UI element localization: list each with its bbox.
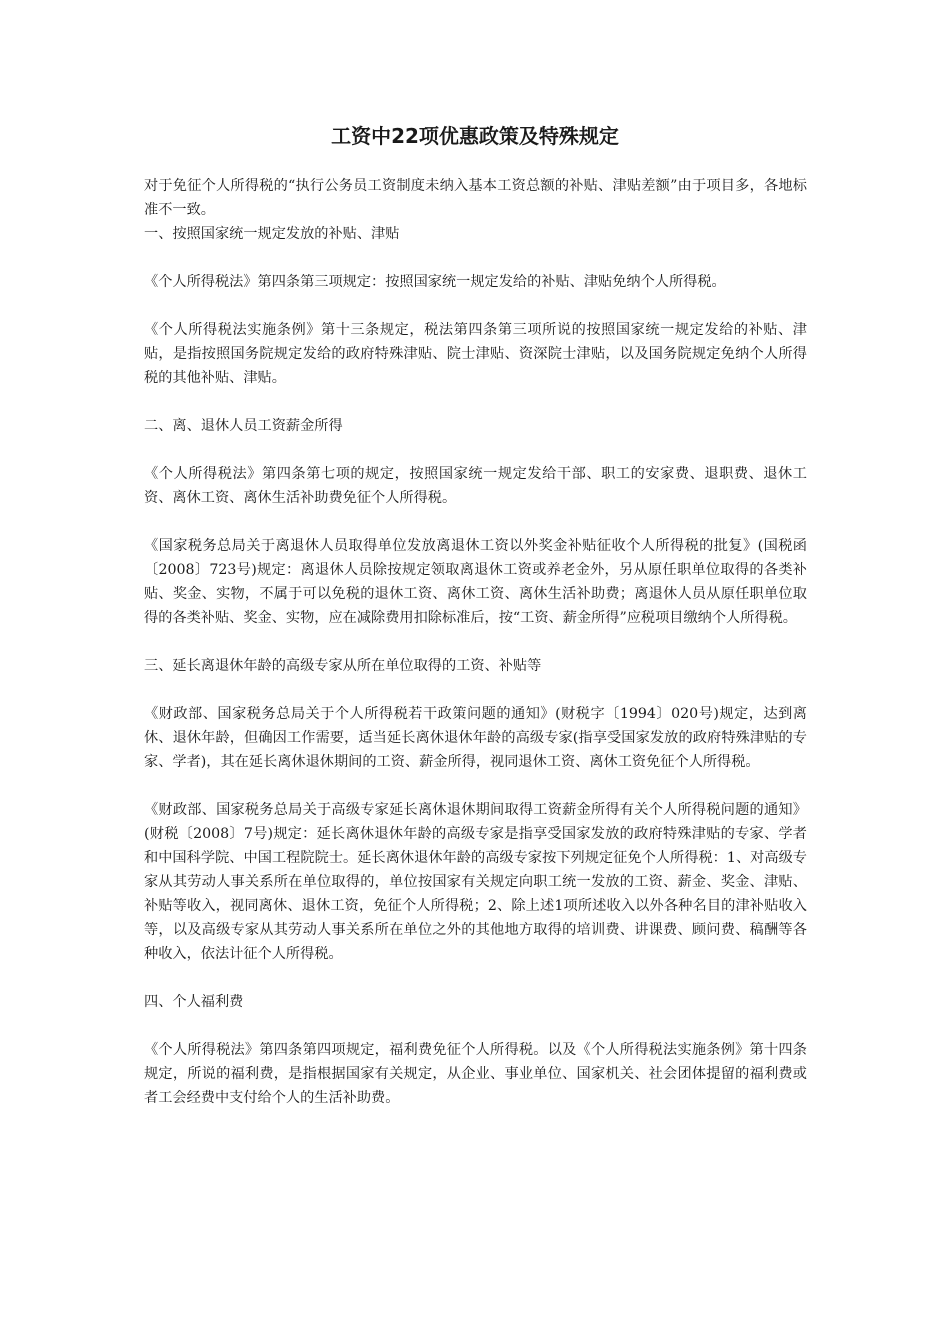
intro-paragraph: 对于免征个人所得税的“执行公务员工资制度未纳入基本工资总额的补贴、津贴差额”由于项目多，各地标准不一致。: [144, 178, 807, 218]
section-heading-2: 二、离、退休人员工资薪金所得: [144, 418, 343, 434]
body-paragraph: 《个人所得税法》第四条第四项规定，福利费免征个人所得税。以及《个人所得税法实施条例》第十四条规定，所说的福利费，是指根据国家有关规定，从企业、事业单位、国家机关、社会团体提留的福利费或者工会经费中支付给个人的生活补助费。: [144, 1042, 807, 1106]
section-heading-4: 四、个人福利费: [144, 994, 244, 1010]
body-paragraph: 《个人所得税法》第四条第三项规定：按照国家统一规定发给的补贴、津贴免纳个人所得税。: [144, 274, 726, 290]
section-heading-3: 三、延长离退休年龄的高级专家从所在单位取得的工资、补贴等: [144, 658, 542, 674]
body-paragraph: 《个人所得税法实施条例》第十三条规定，税法第四条第三项所说的按照国家统一规定发给的补贴、津贴，是指按照国务院规定发给的政府特殊津贴、院士津贴、资深院士津贴，以及国务院规定免纳个人所得税的其他补贴、津贴。: [144, 322, 807, 386]
body-paragraph: 《财政部、国家税务总局关于高级专家延长离休退休期间取得工资薪金所得有关个人所得税问题的通知》(财税〔2008〕7号)规定：延长离休退休年龄的高级专家是指享受国家发放的政府特殊津贴的专家、学者和中国科学院、中国工程院院士。延长离休退休年龄的高级专家按下列规定征免个人所得税：1、对高级专家从其劳动人事关系所在单位取得的，单位按国家有关规定向职工统一发放的工资、薪金、奖金、津贴、补贴等收入，视同离休、退休工资，免征个人所得税；2、除上述1项所述收入以外各种名目的津补贴收入等，以及高级专家从其劳动人事关系所在单位之外的其他地方取得的培训费、讲课费、顾问费、稿酬等各种收入，依法计征个人所得税。: [144, 802, 807, 962]
body-paragraph: 《个人所得税法》第四条第七项的规定，按照国家统一规定发给干部、职工的安家费、退职费、退休工资、离休工资、离休生活补助费免征个人所得税。: [144, 466, 807, 506]
document-body: [144, 174, 807, 1110]
body-paragraph: 《财政部、国家税务总局关于个人所得税若干政策问题的通知》(财税字〔1994〕020号)规定，达到离休、退休年龄，但确因工作需要，适当延长离休退休年龄的高级专家(指享受国家发放的政府特殊津贴的专家、学者)，其在延长离休退休期间的工资、薪金所得，视同退休工资、离休工资免征个人所得税。: [144, 706, 807, 770]
document-title: 工资中22项优惠政策及特殊规定: [331, 124, 619, 148]
section-heading-1: 一、按照国家统一规定发放的补贴、津贴: [144, 226, 400, 242]
body-paragraph: 《国家税务总局关于离退休人员取得单位发放离退休工资以外奖金补贴征收个人所得税的批复》(国税函〔2008〕723号)规定：离退休人员除按规定领取离退休工资或养老金外，另从原任职单位取得的各类补贴、奖金、实物，不属于可以免税的退休工资、离休工资、离休生活补助费；离退休人员从原任职单位取得的各类补贴、奖金、实物，应在减除费用扣除标准后，按“工资、薪金所得”应税项目缴纳个人所得税。: [144, 538, 807, 626]
